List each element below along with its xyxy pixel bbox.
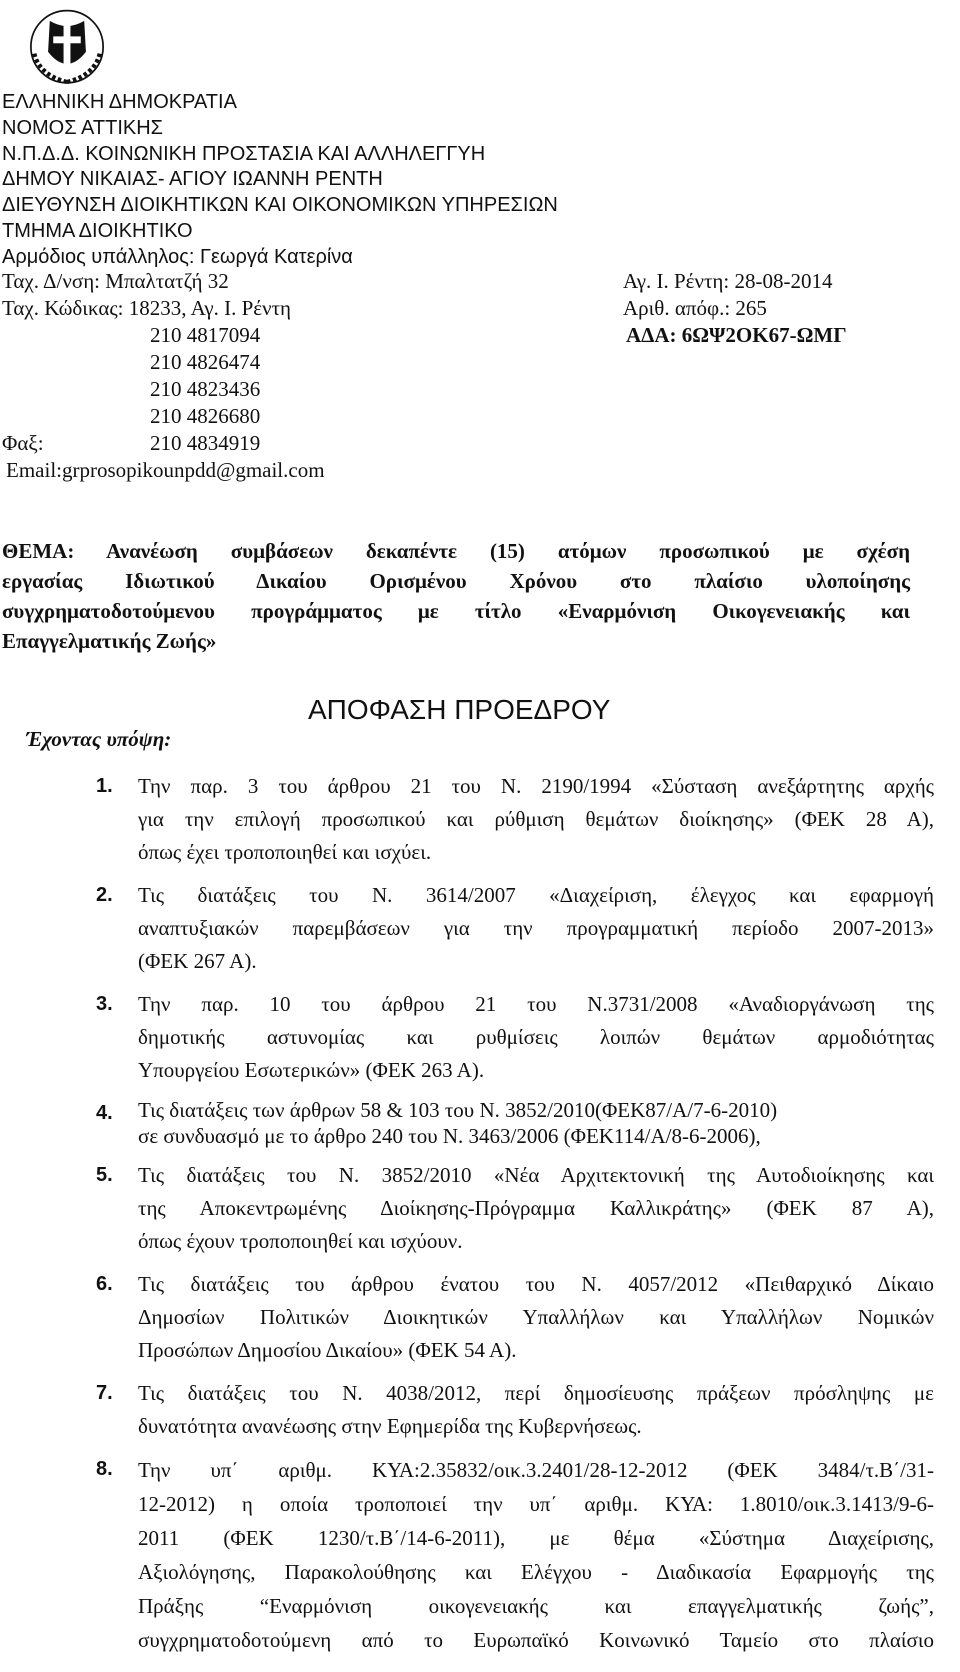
item-line: 12-2012) η οποία τροποποιεί την υπ΄ αριθμ. ΚΥΑ: 1.8010/οικ.3.1413/9-6- bbox=[138, 1492, 934, 1516]
item-number: 5. bbox=[96, 1164, 113, 1186]
item-line: όπως έχουν τροποποιηθεί και ισχύουν. bbox=[138, 1229, 463, 1253]
subject-line: συγχρηματοδοτούμενου προγράμματος με τίτλο «Εναρμόνιση Οικογενειακής και bbox=[2, 599, 910, 623]
item-number: 7. bbox=[96, 1382, 113, 1404]
item-number: 3. bbox=[96, 993, 113, 1015]
item-line: Πράξης “Εναρμόνιση οικογενειακής και επαγγελματικής ζωής”, bbox=[138, 1594, 934, 1618]
list-item bbox=[96, 1097, 934, 1149]
item-number: 2. bbox=[96, 884, 113, 906]
item-line: για την επιλογή προσωπικού και ρύθμιση θεμάτων διοίκησης» (ΦΕΚ 28 Α), bbox=[138, 807, 934, 831]
item-line: δυνατότητα ανανέωσης στην Εφημερίδα της Κυβερνήσεως. bbox=[138, 1414, 642, 1438]
issuer-block bbox=[2, 90, 558, 271]
item-line: δημοτικής αστυνομίας και ρυθμίσεις λοιπών θεμάτων αρμοδιότητας bbox=[138, 1025, 934, 1049]
issuer-line: ΤΜΗΜΑ ΔΙΟΙΚΗΤΙΚΟ bbox=[2, 219, 193, 242]
responsible-officer: Αρμόδιος υπάλληλος: Γεωργά Κατερίνα bbox=[2, 245, 353, 268]
issuer-line: ΝΟΜΟΣ ΑΤΤΙΚΗΣ bbox=[2, 116, 164, 139]
decision-title: ΑΠΟΦΑΣΗ ΠΡΟΕΔΡΟΥ bbox=[308, 694, 611, 725]
item-line: 2011 (ΦΕΚ 1230/τ.Β΄/14-6-2011), με θέμα «Σύστημα Διαχείρισης, bbox=[138, 1526, 934, 1550]
item-number: 4. bbox=[96, 1102, 113, 1124]
having-regard-heading: Έχοντας υπόψη: bbox=[26, 727, 172, 751]
subject-line: Επαγγελματικής Ζωής» bbox=[2, 629, 217, 653]
issuer-line: ΕΛΛΗΝΙΚΗ ΔΗΜΟΚΡΑΤΙΑ bbox=[2, 91, 237, 113]
subject-line: ΘΕΜΑ: Ανανέωση συμβάσεων δεκαπέντε (15) ατόμων προσωπικού με σχέση bbox=[2, 539, 910, 563]
list-item bbox=[96, 1377, 934, 1443]
list-item bbox=[96, 1268, 934, 1367]
issuer-line: ΔΗΜΟΥ ΝΙΚΑΙΑΣ- ΑΓΙΟΥ ΙΩΑΝΝΗ ΡΕΝΤΗ bbox=[2, 168, 383, 191]
list-item bbox=[96, 1159, 934, 1258]
item-line: Την παρ. 10 του άρθρου 21 του Ν.3731/2008 «Αναδιοργάνωση της bbox=[138, 992, 934, 1016]
item-line: σε συνδυασμό με το άρθρο 240 του Ν. 3463/2006 (ΦΕΚ114/Α/8-6-2006), bbox=[138, 1124, 761, 1148]
item-line: συγχρηματοδοτούμενη από το Ευρωπαϊκό Κοινωνικό Ταμείο στο πλαίσιο bbox=[138, 1628, 934, 1652]
item-line: Τις διατάξεις του Ν. 3614/2007 «Διαχείριση, έλεγχος και εφαρμογή bbox=[138, 883, 934, 907]
item-line: Την υπ΄ αριθμ. ΚΥΑ:2.35832/οικ.3.2401/28-12-2012 (ΦΕΚ 3484/τ.Β΄/31- bbox=[138, 1458, 934, 1482]
list-item bbox=[96, 988, 934, 1087]
phone-number: 210 4826680 bbox=[150, 404, 261, 428]
item-line: Την παρ. 3 του άρθρου 21 του Ν. 2190/1994 «Σύσταση ανεξάρτητης αρχής bbox=[138, 774, 934, 798]
subject-block bbox=[2, 536, 910, 656]
item-line: Τις διατάξεις του Ν. 4038/2012, περί δημοσίευσης πράξεων πρόσληψης με bbox=[138, 1381, 934, 1405]
item-line: Τις διατάξεις του άρθρου ένατου του Ν. 4057/2012 «Πειθαρχικό Δίκαιο bbox=[138, 1272, 934, 1296]
item-line: αναπτυξιακών παρεμβάσεων για την προγραμματική περίοδο 2007-2013» bbox=[138, 916, 934, 940]
item-line: (ΦΕΚ 267 Α). bbox=[138, 949, 257, 973]
phone-number: 210 4817094 bbox=[150, 323, 261, 347]
item-line: Τις διατάξεις του Ν. 3852/2010 «Νέα Αρχιτεκτονική της Αυτοδιοίκησης και bbox=[138, 1163, 934, 1187]
phone-number: 210 4823436 bbox=[150, 377, 261, 401]
ada-code: ΑΔΑ: 6ΩΨ2ΟΚ67-ΩΜΓ bbox=[626, 323, 847, 347]
fax-label: Φαξ: bbox=[2, 431, 44, 455]
item-line: Προσώπων Δημοσίου Δικαίου» (ΦΕΚ 54 Α). bbox=[138, 1338, 517, 1362]
item-line: Δημοσίων Πολιτικών Διοικητικών Υπαλλήλων και Υπαλλήλων Νομικών bbox=[138, 1305, 934, 1329]
item-number: 8. bbox=[96, 1458, 113, 1480]
list-item bbox=[96, 879, 934, 978]
decision-number: Αριθ. απόφ.: 265 bbox=[623, 296, 767, 320]
item-line: της Αποκεντρωμένης Διοίκησης-Πρόγραμμα Καλλικράτης» (ΦΕΚ 87 Α), bbox=[138, 1196, 934, 1220]
greek-coat-of-arms-icon bbox=[24, 2, 110, 88]
postal-code: Ταχ. Κώδικας: 18233, Αγ. Ι. Ρέντη bbox=[2, 296, 292, 320]
issuer-line: ΔΙΕΥΘΥΝΣΗ ΔΙΟΙΚΗΤΙΚΩΝ ΚΑΙ ΟΙΚΟΝΟΜΙΚΩΝ ΥΠΗΡΕΣΙΩΝ bbox=[2, 194, 558, 217]
list-item bbox=[96, 770, 934, 869]
email-address: Email:grprosopikounpdd@gmail.com bbox=[6, 458, 325, 482]
address: Ταχ. Δ/νση: Μπαλτατζή 32 bbox=[2, 269, 229, 293]
item-line: Υπουργείου Εσωτερικών» (ΦΕΚ 263 Α). bbox=[138, 1058, 485, 1082]
place-date: Αγ. Ι. Ρέντη: 28-08-2014 bbox=[623, 269, 833, 293]
subject-line: εργασίας Ιδιωτικού Δικαίου Ορισμένου Χρόνου στο πλαίσιο υλοποίησης bbox=[2, 569, 910, 593]
item-number: 1. bbox=[96, 775, 113, 797]
item-line: Τις διατάξεις των άρθρων 58 & 103 του Ν. 3852/2010(ΦΕΚ87/Α/7-6-2010) bbox=[138, 1098, 778, 1122]
item-line: όπως έχει τροποποιηθεί και ισχύει. bbox=[138, 840, 432, 864]
considerations-list bbox=[96, 770, 934, 1667]
item-number: 6. bbox=[96, 1273, 113, 1295]
phone-number: 210 4826474 bbox=[150, 350, 261, 374]
item-line: Αξιολόγησης, Παρακολούθησης και Ελέγχου - Διαδικασία Εφαρμογής της bbox=[138, 1560, 934, 1584]
fax-number: 210 4834919 bbox=[150, 431, 261, 455]
issuer-line: Ν.Π.Δ.Δ. ΚΟΙΝΩΝΙΚΗ ΠΡΟΣΤΑΣΙΑ ΚΑΙ ΑΛΛΗΛΕΓΓΥΗ bbox=[2, 142, 486, 165]
list-item bbox=[96, 1453, 934, 1657]
